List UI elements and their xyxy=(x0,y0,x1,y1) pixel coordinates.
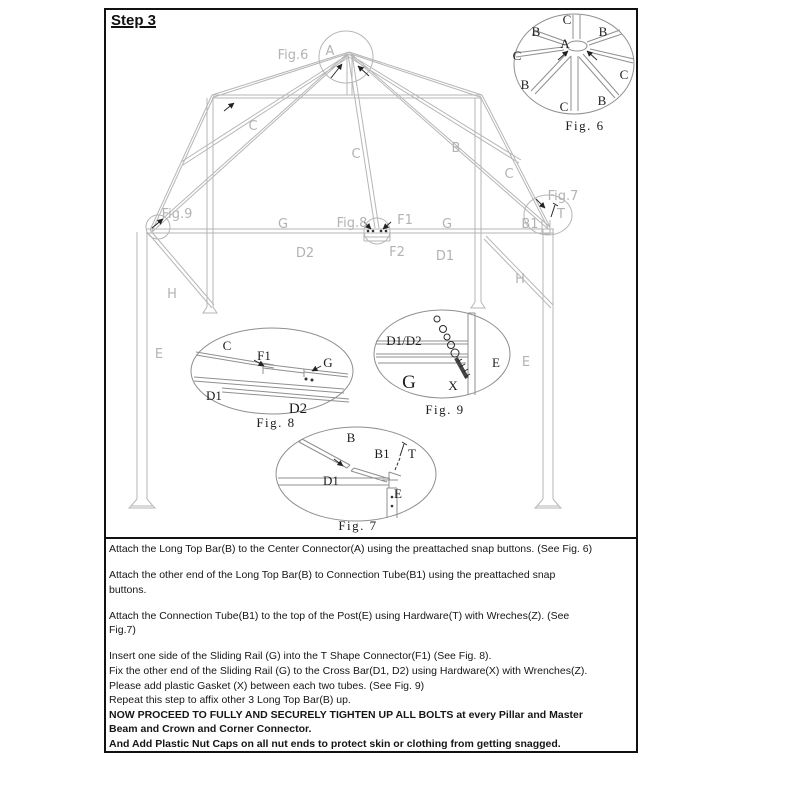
part-label-C: C xyxy=(248,119,258,134)
part-label-C: C xyxy=(562,12,572,27)
fig8-pointer-label: Fig.8 xyxy=(336,216,368,231)
part-label-H: H xyxy=(167,287,177,302)
part-label-E: E xyxy=(394,486,402,501)
part-label-D1: D1 xyxy=(323,473,339,488)
part-label-G: G xyxy=(441,217,453,232)
part-label-F1: F1 xyxy=(257,348,271,363)
page-frame xyxy=(104,8,638,753)
part-label-B: B xyxy=(531,24,541,39)
part-label-H: H xyxy=(515,272,525,287)
instruction-gap xyxy=(109,557,634,569)
instruction-line: Attach the other end of the Long Top Bar(B) to Connection Tube(B1) using the preattached snap xyxy=(109,569,556,582)
part-label-T: T xyxy=(408,446,416,461)
fig9-pointer-label: Fig.9 xyxy=(161,207,193,222)
instruction-line: Please add plastic Gasket (X) between each two tubes. (See Fig. 9) xyxy=(109,679,425,692)
part-label-D1: D1 xyxy=(206,388,222,403)
instruction-line: Beam and Crown and Corner Connector. xyxy=(109,723,312,736)
part-label-B: B xyxy=(597,93,607,108)
part-label-C: C xyxy=(351,147,361,162)
instruction-line: Attach the Long Top Bar(B) to the Center Connector(A) using the preattached snap buttons. (See Fig. 6) xyxy=(109,543,593,555)
step-title: Step 3 xyxy=(111,12,157,29)
part-label-C: C xyxy=(504,167,514,182)
part-label-X: X xyxy=(448,378,458,393)
bolt-and-gasket-hardware xyxy=(434,316,470,378)
part-label-C: C xyxy=(222,338,232,353)
instruction-line: Attach the Connection Tube(B1) to the top of the Post(E) using Hardware(T) with Wreches(Z). (See xyxy=(109,609,570,622)
part-label-G: G xyxy=(402,372,416,393)
part-label-A: A xyxy=(560,36,570,51)
part-label-D1-D2: D1/D2 xyxy=(386,333,422,348)
part-label-C: C xyxy=(619,67,629,82)
figure-caption: Fig. 7 xyxy=(338,518,378,533)
part-label-D2: D2 xyxy=(295,246,315,261)
part-label-E: E xyxy=(492,355,500,370)
instruction-gap xyxy=(109,638,634,650)
assembly-diagram xyxy=(106,10,636,537)
part-label-B: B xyxy=(451,141,461,156)
part-label-B1: B1 xyxy=(521,217,539,232)
part-label-F1: F1 xyxy=(397,213,413,228)
part-label-B: B xyxy=(598,24,608,39)
instruction-line: Insert one side of the Sliding Rail (G) into the T Shape Connector(F1) (See Fig. 8). xyxy=(109,650,492,663)
part-label-G: G xyxy=(277,217,289,232)
part-label-A: A xyxy=(325,44,335,59)
figure-caption: Fig. 8 xyxy=(256,415,296,430)
instruction-line: And Add Plastic Nut Caps on all nut ends to protect skin or clothing from getting snagged. xyxy=(109,738,561,751)
part-label-B1: B1 xyxy=(374,446,390,461)
part-label-F2: F2 xyxy=(389,245,405,260)
part-label-T: T xyxy=(557,207,565,222)
instruction-line: Fig.7) xyxy=(109,624,136,637)
figure-caption: Fig. 9 xyxy=(425,402,465,417)
center-connector-hub xyxy=(567,41,587,51)
instruction-line: NOW PROCEED TO FULLY AND SECURELY TIGHTEN UP ALL BOLTS at every Pillar and Master xyxy=(109,708,583,721)
part-label-C: C xyxy=(512,48,522,63)
fig7-pointer-label: Fig.7 xyxy=(547,189,579,204)
part-label-D2: D2 xyxy=(288,401,308,417)
instruction-line: Repeat this step to affix other 3 Long Top Bar(B) up. xyxy=(109,694,351,707)
part-label-B: B xyxy=(346,430,356,445)
part-label-E: E xyxy=(154,347,164,362)
part-label-E: E xyxy=(521,355,531,370)
part-label-G: G xyxy=(323,355,333,370)
fig6-inset xyxy=(513,12,634,133)
part-label-D1: D1 xyxy=(435,249,455,264)
instruction-gap xyxy=(109,597,634,609)
fig8-inset xyxy=(191,328,353,430)
part-label-B: B xyxy=(520,77,530,92)
instruction-line: Fix the other end of the Sliding Rail (G) to the Cross Bar(D1, D2) using Hardware(X) with Wrenches(Z). xyxy=(109,665,588,678)
fig7-inset xyxy=(276,427,436,533)
fig9-inset xyxy=(374,310,510,417)
figure-caption: Fig. 6 xyxy=(565,118,605,133)
snap-button-dots xyxy=(367,230,388,233)
instructions xyxy=(106,537,636,751)
fig6-pointer-label: Fig.6 xyxy=(277,48,309,63)
instruction-line: buttons. xyxy=(109,583,147,596)
part-label-C: C xyxy=(559,99,569,114)
